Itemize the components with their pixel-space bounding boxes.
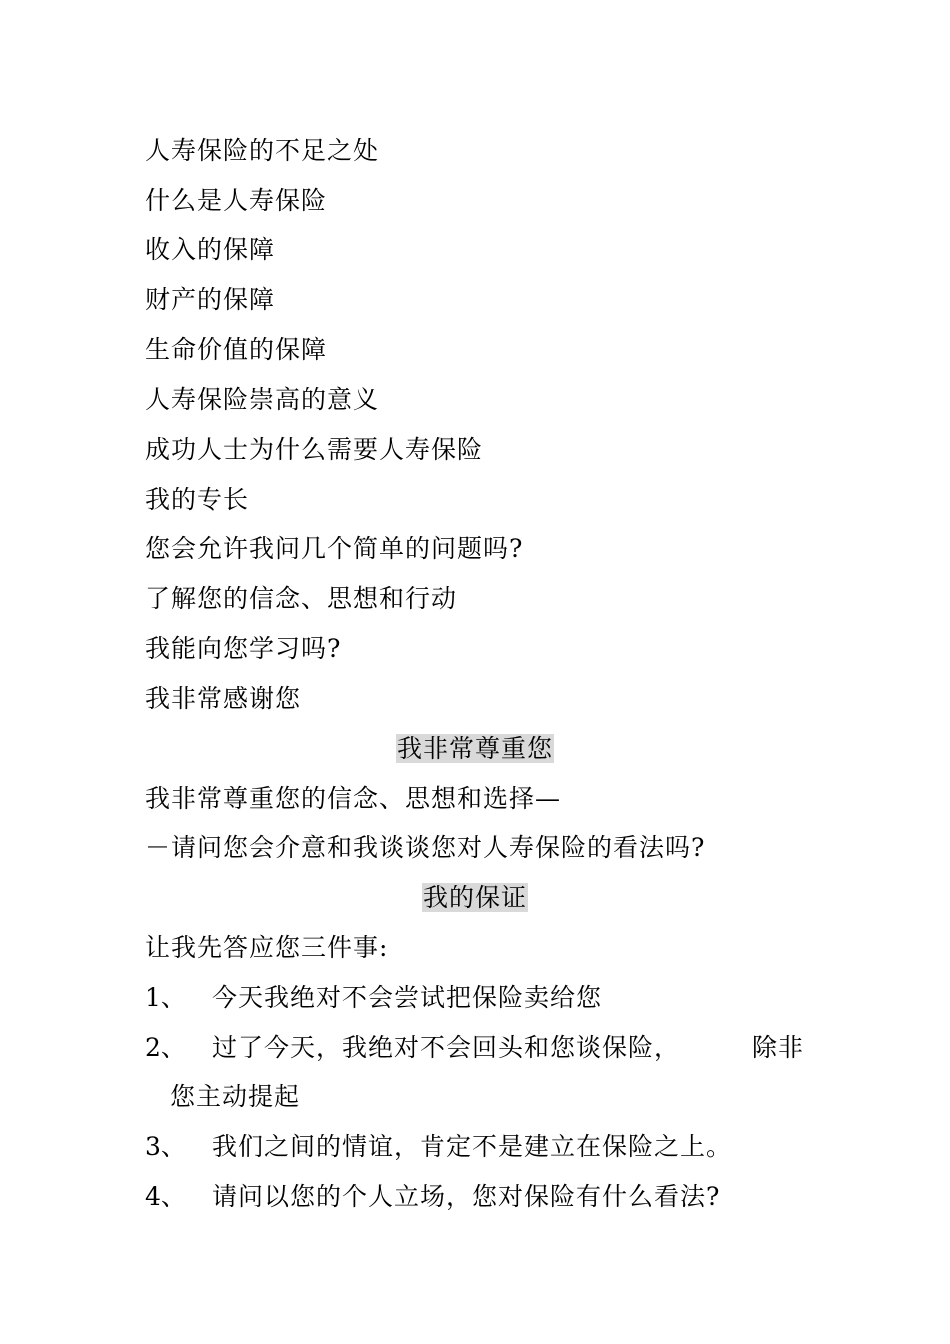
list-item-text: 请问以您的个人立场，您对保险有什么看法? — [212, 1182, 721, 1211]
toc-line: 成功人士为什么需要人寿保险 — [145, 435, 484, 464]
section-heading-promise — [0, 882, 950, 914]
toc-line: 财产的保障 — [145, 285, 276, 314]
list-item-continuation: 您主动提起 — [170, 1082, 301, 1111]
toc-line: 收入的保障 — [145, 235, 276, 264]
toc-line: 我能向您学习吗? — [145, 634, 342, 663]
respect-line-2: －请问您会介意和我谈谈您对人寿保险的看法吗? — [145, 833, 706, 862]
promise-intro: 让我先答应您三件事: — [145, 933, 389, 962]
list-item-number: 2、 — [145, 1033, 186, 1062]
toc-line: 您会允许我问几个简单的问题吗? — [145, 534, 524, 563]
section-heading-promise-text: 我的保证 — [422, 883, 527, 912]
list-item-text — [212, 1032, 804, 1064]
list-item-number: 4、 — [145, 1182, 186, 1211]
list-item-text-part: 除非 — [751, 1033, 804, 1062]
list-item-text: 今天我绝对不会尝试把保险卖给您 — [212, 983, 603, 1012]
list-item-number: 3、 — [145, 1132, 186, 1161]
toc-line: 人寿保险崇高的意义 — [145, 385, 380, 414]
section-heading-respect-text: 我非常尊重您 — [396, 734, 553, 763]
toc-line: 了解您的信念、思想和行动 — [145, 584, 458, 613]
respect-line-1: 我非常尊重您的信念、思想和选择— — [145, 784, 562, 813]
list-item-text: 我们之间的情谊，肯定不是建立在保险之上。 — [212, 1132, 733, 1161]
toc-line: 人寿保险的不足之处 — [145, 136, 380, 165]
toc-line: 我非常感谢您 — [145, 684, 302, 713]
toc-line: 什么是人寿保险 — [145, 186, 328, 215]
list-item-text-part: 过了今天，我绝对不会回头和您谈保险， — [212, 1033, 681, 1062]
section-heading-respect — [0, 733, 950, 765]
toc-line: 生命价值的保障 — [145, 335, 328, 364]
list-item-number: 1、 — [145, 983, 186, 1012]
toc-line: 我的专长 — [145, 485, 250, 514]
